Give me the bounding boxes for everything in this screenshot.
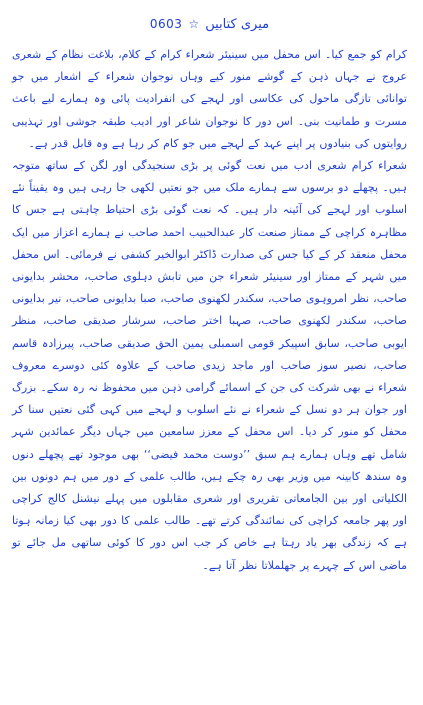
paragraph-1: کرام کو جمع کیا۔ اس محفل میں سینیئر شعراء کرام کے کلام، بلاغت نظام کے شعری عروج نے جہاں ذہن کے گوشے منور کیے وہاں نوجوان شعراء کے اشعار میں جو توانائی تازگی ماحول کی عکاسی اور لہجے کی انفرادیت پائی وہ ہمارے لیے باعث مسرت و طمانیت بنی۔ اس دور کا نوجوان شاعر اور ادیب طبقہ جوشی اور تہذیبی روایتوں کی بنیادوں پر اپنے عہد کے لہجے میں جو کام کر رہا ہے وہ قابل قدر ہے۔ <box>12 48 407 150</box>
paragraph-2: شعراء کرام شعری ادب میں نعت گوئی پر بڑی سنجیدگی اور لگن کے ساتھ متوجہ ہیں۔ پچھلے دو برسوں سے ہمارے ملک میں جو نعتیں لکھی جا رہی ہیں وہ یقیناً نئے اسلوب اور لہجے کی آئینہ دار ہیں۔ کہ نعت گوئی بڑی احتیاط چاہتی ہے جس کا مظاہرہ کراچی کے ممتاز صنعت کار عبدالحبیب احمد صاحب نے ہمارے اعزاز میں ایک محفل منعقد کر کے کیا جس کی صدارت ڈاکٹر ابوالخیر کشفی نے فرمائی۔ اس محفل میں شہر کے ممتاز اور سینیئر شعراء جن میں تابش دہلوی صاحب، محشر بدایونی صاحب، نظر امروہوی صاحب، سکندر لکھنوی صاحب، صبا بدایونی صاحب، نیر بدایونی صاحب، سکندر لکھنوی صاحب، صہبا اختر صاحب، سرشار صدیقی صاحب، منظر ایوبی صاحب، سابق اسپیکر قومی اسمبلی یمین الحق صدیقی صاحب، پیرزادہ قاسم صاحب، نصیر سوز صاحب اور ماجد زیدی صاحب کے علاوہ کئی دوسرے معروف شعراء نے بھی شرکت کی جن کے اسمائے گرامی ذہن میں محفوظ نہ رہ سکے۔ بزرگ اور جوان ہر دو نسل کے شعراء نے نئے اسلوب و لہجے میں کہی گئی نعتیں سنا کر محفل کو منور کر دیا۔ اس محفل کے معزز سامعین میں جہاں دیگر عمائدین شہر شامل تھے وہاں ہمارے ہم سبق ’’دوست محمد فیضی‘‘ بھی موجود تھے پچھلے دنوں وہ سندھ کابینہ میں وزیر بھی رہ چکے ہیں، طالب علمی کے دور میں ہم دونوں بین الکلیاتی اور بین الجامعاتی تقریری اور شعری مقابلوں میں پہلے نیشنل کالج کراچی اور پھر جامعہ کراچی کی نمائندگی کرتے تھے۔ طالب علمی کا دور بھی کیا زمانہ ہوتا ہے کہ زندگی بھر یاد رہتا ہے خاص کر جب اس دور کا کوئی ساتھی مل جائے تو ماضی اس کے چہرے پر جھلملاتا نظر آتا ہے۔ <box>12 159 407 572</box>
book-title: میری کتابیں <box>205 16 270 32</box>
page-number: 0603 <box>149 17 183 31</box>
page-header <box>12 14 407 34</box>
star-icon: ☆ <box>188 17 200 31</box>
page-body <box>12 44 407 577</box>
